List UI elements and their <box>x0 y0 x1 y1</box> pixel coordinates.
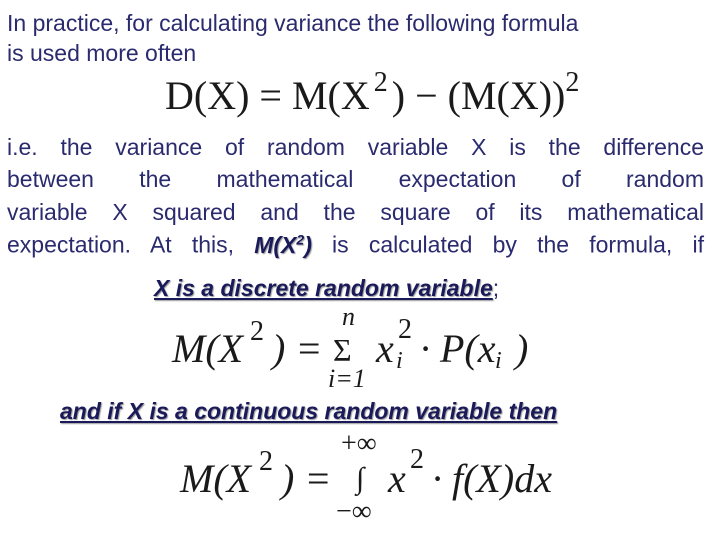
formula2-sum-top: n <box>342 302 355 331</box>
expectation-x-squared-sup: 2 <box>296 231 305 247</box>
explanation-line-4 <box>7 231 704 259</box>
intro-line-2: is used more often <box>7 40 197 66</box>
integral-symbol: ∫ <box>356 462 365 495</box>
formula3-term-sup: 2 <box>410 444 424 475</box>
formula2-term-sup: 2 <box>398 314 412 345</box>
formula2-sum-bottom: i=1 <box>328 364 366 393</box>
formula1-rhs: ) − (M(X)) <box>391 73 566 118</box>
continuous-label <box>60 398 557 425</box>
formula2-term-rest: · P(x <box>420 326 496 371</box>
formula2-term-x: x <box>376 326 394 371</box>
sigma-symbol: Σ <box>333 332 352 368</box>
discrete-label <box>154 275 499 302</box>
explanation-line-2: between the mathematical expectation of random <box>7 166 704 192</box>
formula3-lhs: M(X <box>180 456 252 501</box>
formula3-eq: ) = <box>281 456 332 501</box>
explanation-line-4-end: is calculated by the formula, if <box>311 231 705 258</box>
formula3-term-rest: · f(X)dx <box>432 456 552 501</box>
formula3-exp: 2 <box>259 446 273 477</box>
discrete-label-text: X is a discrete random variable <box>154 275 493 301</box>
discrete-label-punct: ; <box>492 275 500 301</box>
formula1-lhs: D(X) = M(X <box>165 73 370 118</box>
explanation-line-4-start: expectation. At this, <box>7 231 255 258</box>
expectation-x-squared-base: M(X <box>254 231 297 258</box>
formula2-exp: 2 <box>250 316 264 347</box>
formula2-term-sub2: i <box>495 348 502 374</box>
intro-line-1: In practice, for calculating variance the following formula <box>7 10 579 36</box>
formula3-int-top: +∞ <box>341 428 377 459</box>
formula1-exp1: 2 <box>373 67 388 98</box>
formula3-term-x: x <box>388 456 406 501</box>
formula2-term-close: ) <box>515 326 529 371</box>
explanation-line-3: variable X squared and the square of its mathematical <box>7 199 704 225</box>
variance-formula <box>165 67 580 119</box>
formula3-int-bottom: −∞ <box>336 496 372 527</box>
formula2-eq: ) = <box>272 326 323 371</box>
formula2-lhs: M(X <box>172 326 244 371</box>
expectation-x-squared <box>254 232 312 258</box>
formula2-term-sub: i <box>396 348 403 374</box>
expectation-x-squared-close: ) <box>304 231 312 258</box>
continuous-label-text: and if X is a continuous random variable then <box>60 398 558 424</box>
formula1-exp2: 2 <box>565 67 580 98</box>
explanation-line-1: i.e. the variance of random variable X is the difference <box>7 134 704 160</box>
